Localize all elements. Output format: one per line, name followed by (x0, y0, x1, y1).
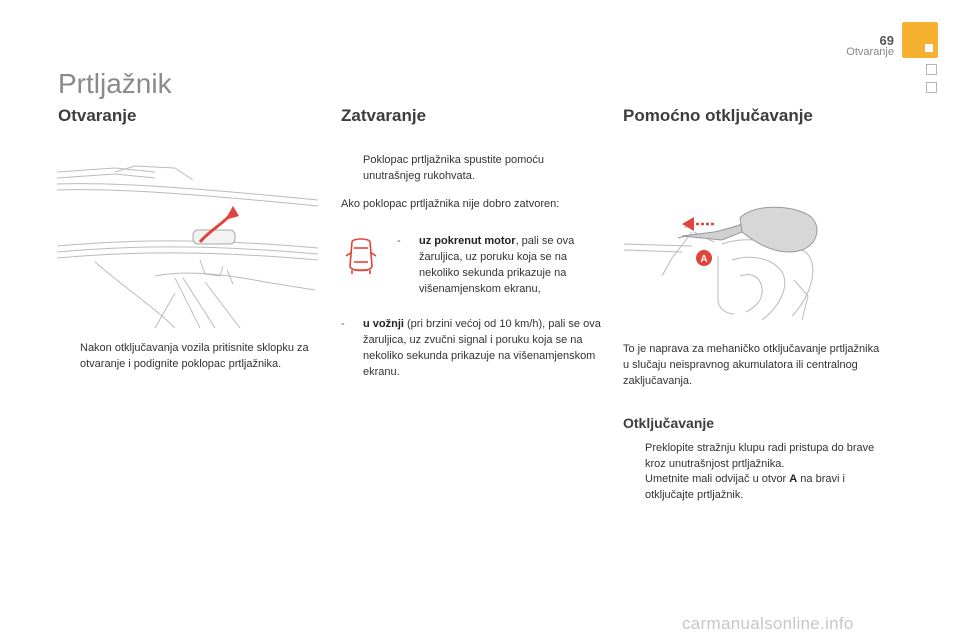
chapter-nav-square-2[interactable] (926, 82, 937, 93)
unlocking-step-1: Preklopite stražnju klupu radi pristupa do brave kroz unutrašnjost prtljažnika. (645, 442, 875, 470)
lock-point-a-label: A (700, 254, 708, 265)
subheading-unlocking: Otključavanje (623, 415, 715, 431)
footer-watermark: carmanualsonline.info (682, 614, 854, 633)
page-number: 69 (879, 33, 894, 48)
dash-mark: - (397, 235, 401, 247)
section-heading-closing: Zatvaranje (341, 106, 427, 125)
trunk-opening-illustration (55, 158, 320, 330)
opening-instruction: Nakon otključavanja vozila pritisnite sklopku za otvaranje i podignite poklopac prtljažnika. (80, 342, 309, 370)
emergency-description: To je naprava za mehaničko otključavanje prtljažnika u slučaju neispravnog akumulatora ili centralnog zaključavanja. (623, 343, 880, 387)
unlocking-step-2: Umetnite mali odvijač u otvor A na bravi i otključajte prtljažnik. (645, 473, 845, 501)
chapter-nav-square-1[interactable] (926, 64, 937, 75)
section-heading-opening: Otvaranje (58, 106, 137, 125)
chapter-name: Otvaranje (846, 46, 894, 58)
open-trunk-warning-icon (344, 236, 378, 276)
closing-warning-intro: Ako poklopac prtljažnika nije dobro zatvoren: (341, 198, 560, 210)
closing-condition-driving: - u vožnji (pri brzini većoj od 10 km/h), pali se ova žaruljica, uz zvučni signal i poruku koja se na nekoliko sekunda prikazuje na višenamjenskom ekranu. (341, 318, 601, 378)
chapter-tab-marker (902, 22, 938, 58)
section-heading-emergency: Pomoćno otključavanje (623, 106, 813, 125)
closing-condition-engine-running: - uz pokrenut motor, pali se ova žaruljica, uz poruku koja se na nekoliko sekunda prikazuje na višenamjenskom ekranu, (397, 235, 575, 295)
page-title: Prtljažnik (58, 68, 172, 99)
dash-mark: - (341, 318, 345, 330)
emergency-unlock-illustration (622, 196, 890, 328)
closing-instruction: Poklopac prtljažnika spustite pomoću unutrašnjeg rukohvata. (363, 154, 544, 182)
